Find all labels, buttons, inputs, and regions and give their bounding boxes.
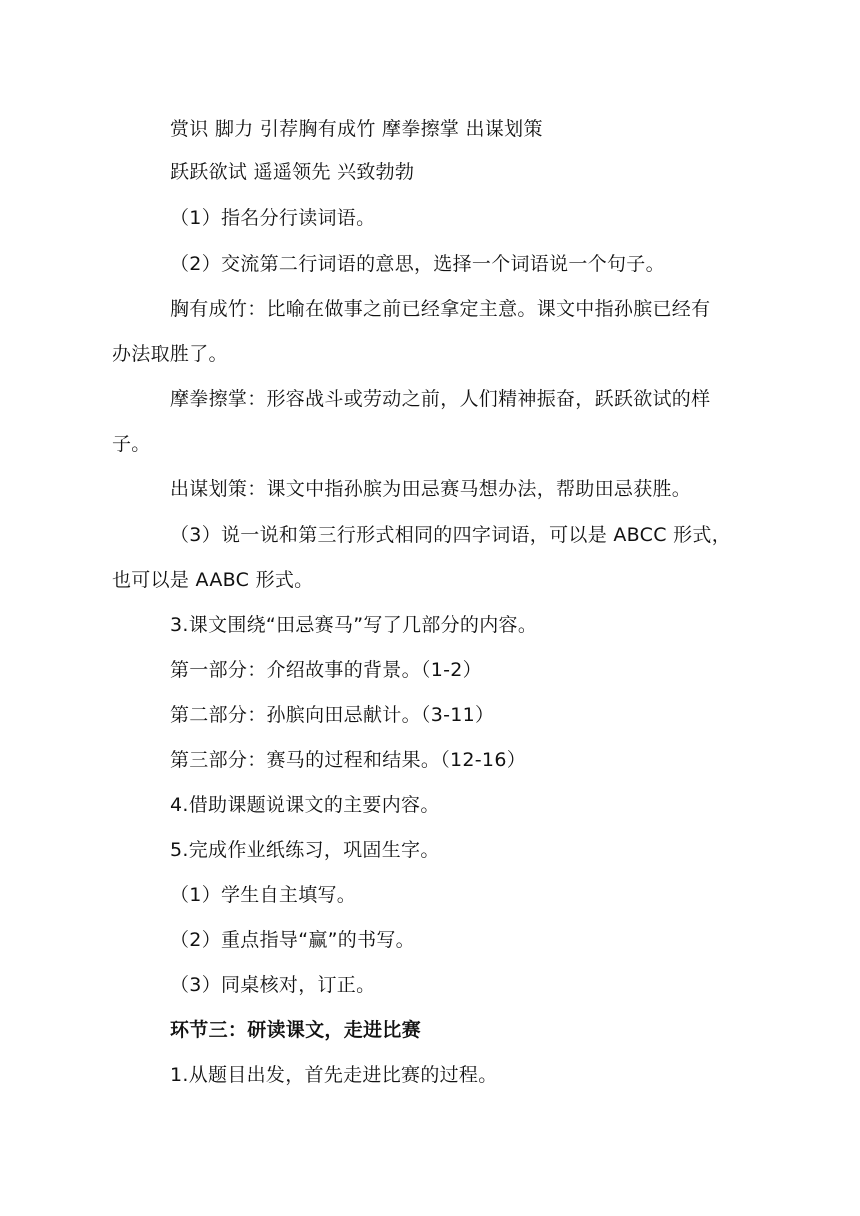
stage-3-heading: 环节三：研读课文，走进比赛 <box>170 1019 421 1041</box>
step-check: （3）同桌核对，订正。 <box>170 974 376 996</box>
step-four-char-words: （3）说一说和第三行形式相同的四字词语，可以是 ABCC 形式， <box>170 524 732 546</box>
definition-2-cont: 子。 <box>112 433 151 455</box>
definition-1-cont: 办法取胜了。 <box>112 343 228 365</box>
definition-3: 出谋划策：课文中指孙膑为田忌赛马想办法，帮助田忌获胜。 <box>170 478 692 500</box>
section-3-heading: 3.课文围绕“田忌赛马”写了几部分的内容。 <box>170 614 538 636</box>
step-read-words: （1）指名分行读词语。 <box>170 207 376 229</box>
section-5-heading: 5.完成作业纸练习，巩固生字。 <box>170 839 440 861</box>
step-four-char-words-cont: 也可以是 AABC 形式。 <box>112 569 314 591</box>
section-4-heading: 4.借助课题说课文的主要内容。 <box>170 794 440 816</box>
step-guide-writing: （2）重点指导“赢”的书写。 <box>170 929 415 951</box>
part-1: 第一部分：介绍故事的背景。（1-2） <box>170 659 482 681</box>
step-self-fill: （1）学生自主填写。 <box>170 884 357 906</box>
part-2: 第二部分：孙膑向田忌献计。（3-11） <box>170 704 495 726</box>
part-3: 第三部分：赛马的过程和结果。（12-16） <box>170 749 527 771</box>
vocab-line-2: 跃跃欲试 遥遥领先 兴致勃勃 <box>170 161 415 183</box>
definition-1: 胸有成竹：比喻在做事之前已经拿定主意。课文中指孙膑已经有 <box>170 298 711 320</box>
stage-3-item-1: 1.从题目出发，首先走进比赛的过程。 <box>170 1064 498 1086</box>
vocab-line-1: 赏识 脚力 引荐胸有成竹 摩拳擦掌 出谋划策 <box>170 118 543 140</box>
definition-2: 摩拳擦掌：形容战斗或劳动之前，人们精神振奋，跃跃欲试的样 <box>170 388 711 410</box>
step-discuss-meaning: （2）交流第二行词语的意思，选择一个词语说一个句子。 <box>170 253 665 275</box>
